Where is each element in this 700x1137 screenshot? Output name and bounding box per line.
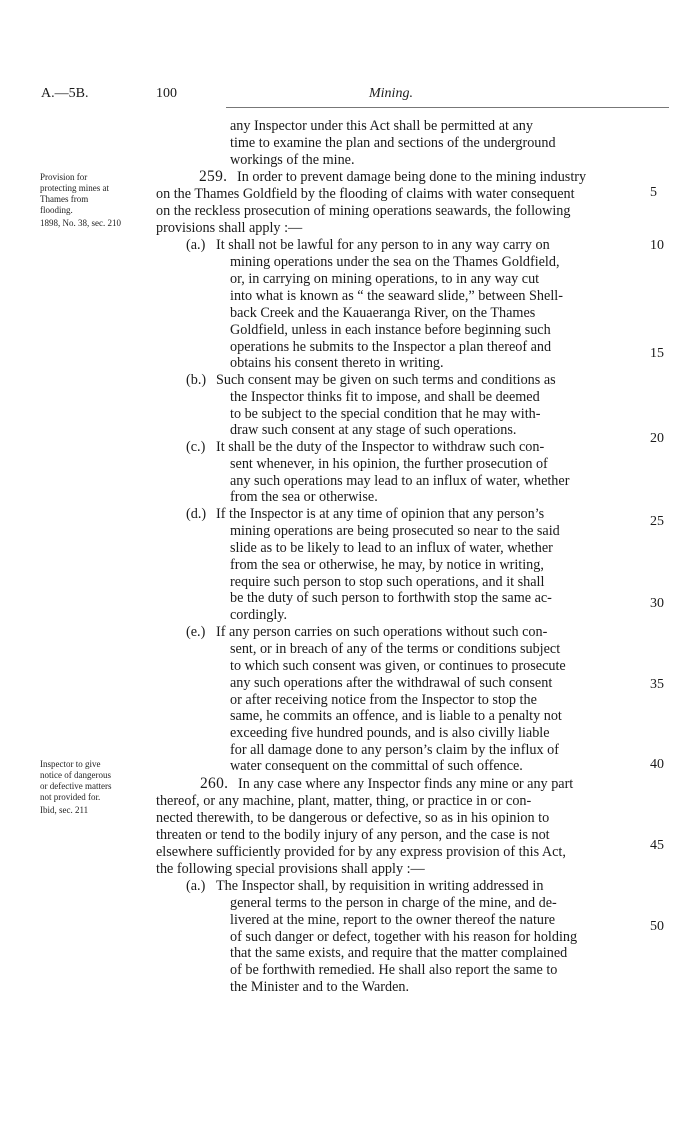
text-line: livered at the mine, report to the owner thereof the nature — [230, 912, 555, 928]
text-line: any Inspector under this Act shall be permitted at any — [230, 118, 533, 134]
line-number: 25 — [650, 514, 664, 529]
text-line: mining operations under the sea on the Thames Goldfield, — [230, 254, 560, 270]
text-line: draw such consent at any stage of such operations. — [230, 422, 517, 438]
text-line: to which such consent was given, or continues to prosecute — [230, 658, 566, 674]
text-line: nected therewith, to be dangerous or defective, so as in his opinion to — [156, 810, 550, 826]
text-line: that the same exists, and require that the matter complained — [230, 945, 568, 961]
text-line: provisions shall apply :— — [156, 220, 303, 236]
text-line: from the sea or otherwise. — [230, 489, 378, 505]
line-number: 50 — [650, 919, 664, 934]
text-line: of such danger or defect, together with his reason for holding — [230, 929, 578, 945]
line-number: 10 — [650, 238, 664, 253]
text-line: from the sea or otherwise, he may, by notice in writing, — [230, 557, 544, 573]
text-line: back Creek and the Kauaeranga River, on the Thames — [230, 305, 536, 321]
text-line: same, he commits an offence, and is liable to a penalty not — [230, 708, 562, 724]
text-line: the Inspector thinks fit to impose, and shall be deemed — [230, 389, 540, 405]
text-line: into what is known as “ the seaward slide,” between Shell- — [230, 288, 563, 304]
line-number: 35 — [650, 677, 664, 692]
clause-label-c: (c.) — [186, 439, 206, 455]
text-line: Such consent may be given on such terms and conditions as — [216, 372, 556, 388]
document-code: A.—5B. — [41, 86, 89, 101]
running-title: Mining. — [369, 86, 413, 101]
clause-label-a: (a.) — [186, 878, 206, 894]
text-line: It shall not be lawful for any person to in any way carry on — [216, 237, 550, 253]
text-line: It shall be the duty of the Inspector to withdraw such con- — [216, 439, 545, 455]
text-line: of be forthwith remedied. He shall also report the same to — [230, 962, 558, 978]
text-line: Goldfield, unless in each instance before beginning such — [230, 322, 551, 338]
clause-label-b: (b.) — [186, 372, 207, 388]
text-line: sent, or in breach of any of the terms or conditions subject — [230, 641, 561, 657]
text-line: elsewhere sufficiently provided for by any express provision of this Act, — [156, 844, 566, 860]
text-line: or, in carrying on mining operations, to in any way cut — [230, 271, 540, 287]
text-line: on the Thames Goldfield by the flooding of claims with water consequent — [156, 186, 575, 202]
text-line: any such operations after the withdrawal of such consent — [230, 675, 553, 691]
section-number-259: 259. — [199, 168, 228, 185]
text-line: on the reckless prosecution of mining operations seawards, the following — [156, 203, 571, 219]
text-line: or after receiving notice from the Inspector to stop the — [230, 692, 537, 708]
text-line: In any case where any Inspector finds any mine or any part — [238, 776, 574, 792]
text-line: to be subject to the special condition that he may with- — [230, 406, 541, 422]
text-line: exceeding five hundred pounds, and is also civilly liable — [230, 725, 550, 741]
text-line: general terms to the person in charge of the mine, and de- — [230, 895, 557, 911]
line-number: 5 — [650, 185, 657, 200]
text-line: require such person to stop such operations, and it shall — [230, 574, 545, 590]
text-line: the following special provisions shall apply :— — [156, 861, 425, 877]
text-line: If any person carries on such operations without such con- — [216, 624, 548, 640]
line-number: 20 — [650, 431, 664, 446]
clause-label-a: (a.) — [186, 237, 206, 253]
text-line: threaten or tend to the bodily injury of any person, and the case is not — [156, 827, 550, 843]
text-line: time to examine the plan and sections of the underground — [230, 135, 556, 151]
line-number: 15 — [650, 346, 664, 361]
line-number: 45 — [650, 838, 664, 853]
text-line: operations he submits to the Inspector a plan thereof and — [230, 339, 552, 355]
text-line: the Minister and to the Warden. — [230, 979, 410, 995]
clause-label-d: (d.) — [186, 506, 207, 522]
text-line: slide as to be likely to lead to an influx of water, whether — [230, 540, 553, 556]
text-line: thereof, or any machine, plant, matter, thing, or practice in or con- — [156, 793, 532, 809]
text-line: workings of the mine. — [230, 152, 355, 168]
text-line: sent whenever, in his opinion, the further prosecution of — [230, 456, 548, 472]
text-line: for all damage done to any person’s claim by the influx of — [230, 742, 559, 758]
text-line: If the Inspector is at any time of opinion that any person’s — [216, 506, 545, 522]
line-number: 40 — [650, 757, 664, 772]
clause-label-e: (e.) — [186, 624, 206, 640]
text-line: any such operations may lead to an influx of water, whether — [230, 473, 570, 489]
page-number: 100 — [156, 86, 177, 101]
text-line: In order to prevent damage being done to the mining industry — [237, 169, 587, 185]
text-line: obtains his consent thereto in writing. — [230, 355, 444, 371]
header-rule — [226, 107, 669, 108]
section-number-260: 260. — [200, 775, 229, 792]
line-number: 30 — [650, 596, 664, 611]
text-line: water consequent on the committal of such offence. — [230, 758, 523, 774]
text-line: The Inspector shall, by requisition in writing addressed in — [216, 878, 544, 894]
text-line: be the duty of such person to forthwith stop the same ac- — [230, 590, 552, 606]
text-line: mining operations are being prosecuted so near to the said — [230, 523, 560, 539]
text-line: cordingly. — [230, 607, 287, 623]
